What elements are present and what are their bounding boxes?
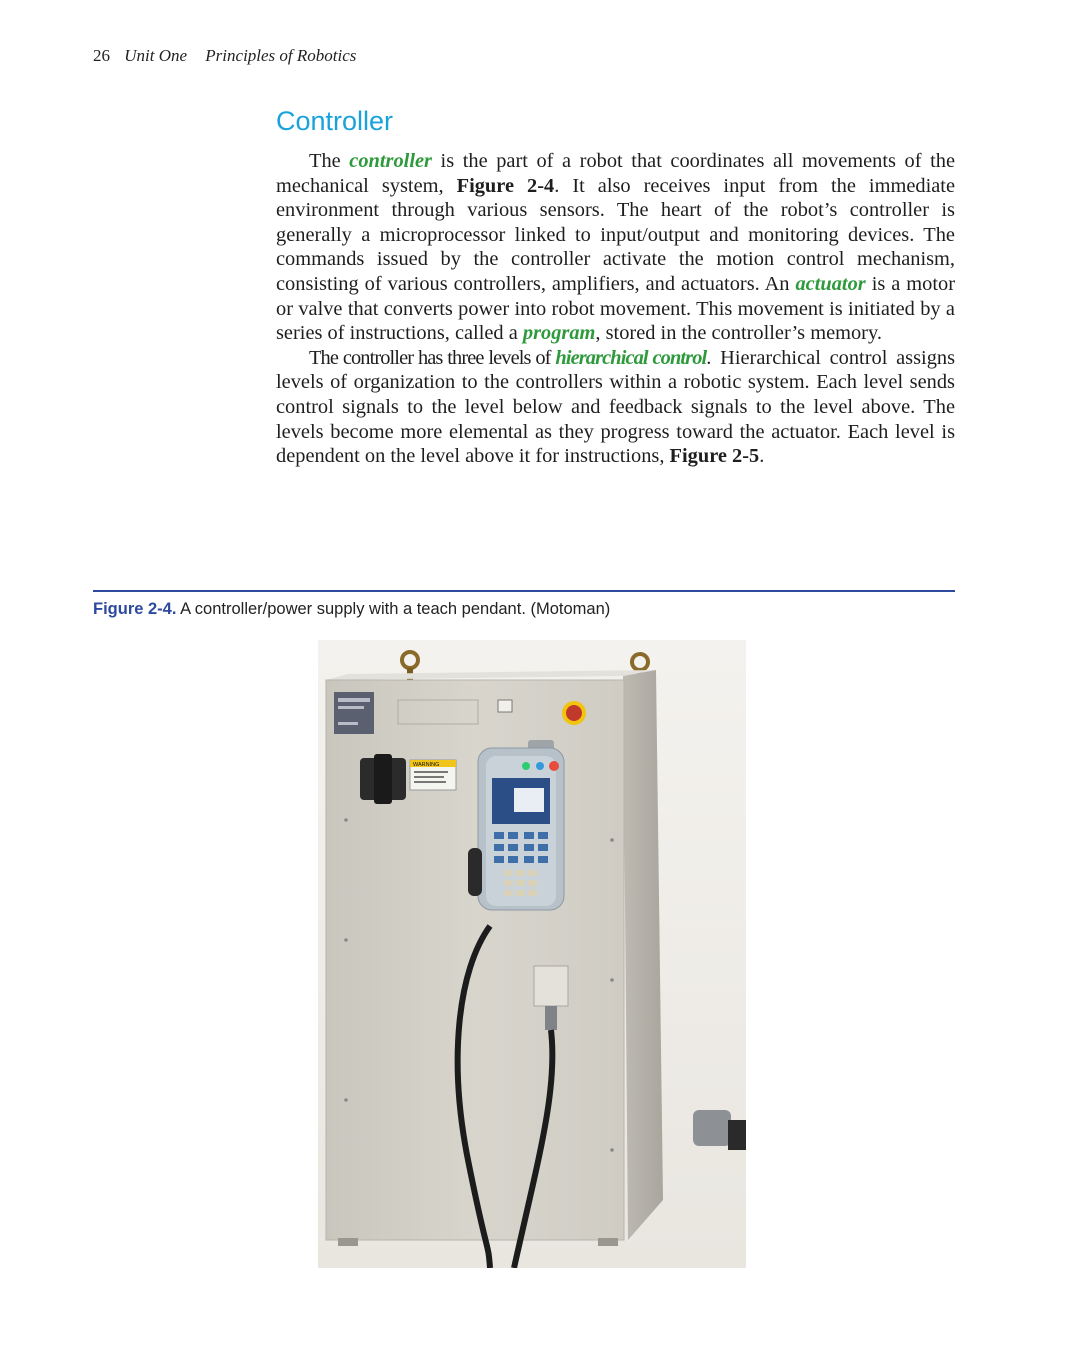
paragraph-2 (276, 346, 955, 469)
section-title: Controller (276, 106, 394, 136)
pendant-estop-icon (549, 761, 559, 771)
key-term-program: program (522, 322, 596, 345)
text-run: is the part of a robot that coordinates all movements of the mechanical system, (276, 150, 955, 197)
key-term-hierarchical-control: hierarchical control (555, 346, 707, 369)
caption-text: A controller/power supply with a teach pendant. (Motoman) (176, 600, 611, 618)
warning-label (410, 760, 456, 790)
start-button (536, 762, 544, 770)
figure-reference: Figure 2-5 (669, 445, 760, 468)
connector-box (534, 966, 568, 1006)
unit-label: Unit One (124, 46, 188, 65)
warning-text: WARNING (413, 762, 440, 768)
page-number: 26 (93, 46, 110, 65)
controller-photo (318, 640, 746, 1268)
figure-rule (93, 590, 955, 592)
chapter-title: Principles of Robotics (205, 46, 357, 65)
text-run: . It also receives input from the immediate environment through various sensors. The heart of the robot’s controller is generally a microprocessor linked to input/output and monitoring devices. The commands issued by the controller activate the motion control mechanism, consisting of various controllers, amplifiers, and actuators. An (276, 174, 955, 295)
enable-switch (468, 848, 482, 896)
paragraph-1 (276, 149, 955, 346)
servo-on-button (522, 762, 530, 770)
foot (598, 1238, 618, 1246)
figure-caption (93, 600, 610, 619)
text-run: , stored in the controller’s memory. (595, 322, 882, 345)
key-term-controller: controller (349, 150, 432, 172)
body-text (276, 149, 955, 469)
running-head (93, 46, 356, 66)
cabinet-side (623, 670, 663, 1240)
text-run: . Hierarchical control assigns levels of organization to the controllers within a robotic system. Each level sends control signals to the level below and feedback signals to the level above. The levels become more elemental as they progress toward the actuator. Each level is dependent on the level above it for instructions, (276, 346, 956, 468)
foot (338, 1238, 358, 1246)
figure-label: Figure 2-4. (93, 600, 177, 618)
key-switch (498, 700, 512, 712)
figure-reference: Figure 2-4 (456, 174, 555, 197)
cable-gland (545, 1006, 557, 1030)
text-run: . (759, 445, 765, 468)
key-term-actuator: actuator (795, 272, 866, 295)
teach-pendant (468, 748, 564, 910)
text-run: The controller has three levels of (309, 346, 556, 369)
text-run: The (309, 150, 350, 172)
text-run: is a motor or valve that converts power into robot movement. This movement is initiated by a series of instructions, called a (276, 272, 956, 345)
